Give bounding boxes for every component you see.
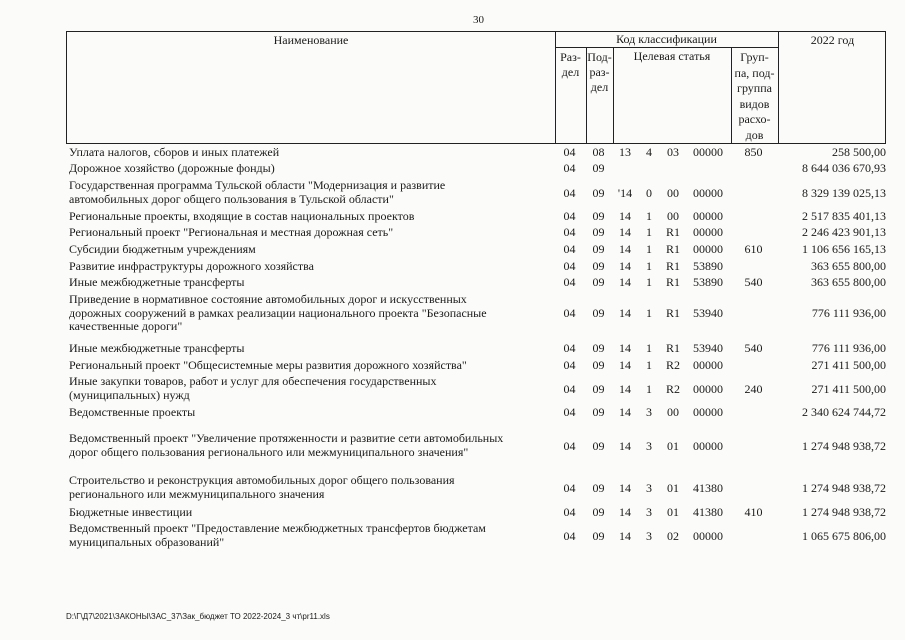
row-amount: 8 329 139 025,13: [802, 185, 886, 200]
row-code-pr: 09: [592, 405, 605, 419]
row-amount: 271 411 500,00: [811, 358, 886, 372]
row-code-pr: 09: [592, 505, 605, 519]
row-code-c: 03: [667, 145, 679, 159]
row-name: Иные межбюджетные трансферты: [69, 341, 245, 355]
row-code-rz: 04: [563, 225, 576, 239]
row-code-c: R1: [665, 306, 680, 321]
row-name: Иные межбюджетные трансферты: [69, 275, 245, 289]
row-name: Ведомственные проекты: [69, 405, 196, 419]
table-row: [66, 226, 886, 240]
row-code-pr: 09: [592, 306, 605, 321]
row-amount: 8 644 036 670,93: [802, 161, 886, 175]
row-code-d: 00000: [693, 225, 723, 239]
row-amount: 1 274 948 938,72: [802, 505, 886, 519]
row-code-rz: 04: [563, 505, 576, 519]
row-code-a: 14: [619, 209, 631, 223]
row-code-c: R1: [665, 242, 680, 256]
row-code-a: 14: [619, 259, 631, 273]
row-amount: 2 246 423 901,13: [802, 225, 886, 239]
table-row: [66, 474, 886, 501]
row-code-d: 41380: [693, 505, 723, 519]
row-code-rz: 04: [563, 528, 576, 543]
row-code-a: 14: [619, 405, 631, 419]
table-row: [66, 162, 886, 176]
table-row: [66, 260, 886, 274]
row-code-a: 14: [619, 480, 631, 495]
row-name: Ведомственный проект "Предоставление межбюджетных трансфертов бюджетам муниципальных образований": [69, 521, 486, 549]
row-code-c: R1: [665, 259, 680, 273]
row-amount: 776 111 936,00: [811, 306, 886, 321]
row-code-b: 0: [646, 185, 652, 200]
row-code-pr: 09: [592, 161, 605, 175]
row-code-rz: 04: [563, 242, 576, 256]
row-code-vr: 850: [744, 145, 763, 159]
row-code-d: 00000: [693, 242, 723, 256]
row-code-b: 3: [646, 528, 652, 543]
header-group: Груп- па, под- группа видов расхо- дов: [734, 50, 775, 142]
header-section: Раз- дел: [560, 50, 581, 79]
header-code-group: Код классификации: [616, 32, 717, 46]
row-name: Приведение в нормативное состояние автомобильных дорог и искусственных дорожных сооружений в рамках реализации национального проекта "Безопасные качественные дороги": [69, 292, 487, 333]
row-code-c: R2: [665, 381, 680, 396]
table-row: [66, 210, 886, 224]
header-name: Наименование: [273, 33, 349, 47]
row-code-pr: 08: [592, 145, 605, 159]
row-code-rz: 04: [563, 405, 576, 419]
row-code-d: 00000: [693, 145, 723, 159]
row-code-a: 14: [619, 358, 631, 372]
row-code-vr: 410: [744, 505, 763, 519]
row-code-pr: 09: [592, 185, 605, 200]
row-code-b: 1: [646, 306, 652, 321]
page-number: 30: [473, 14, 484, 26]
row-code-c: 02: [667, 528, 679, 543]
row-name: Строительство и реконструкция автомобильных дорог общего пользования регионального или межмуниципального значения: [69, 473, 455, 501]
row-code-a: 14: [619, 381, 631, 396]
row-code-rz: 04: [563, 161, 576, 175]
row-name: Субсидии бюджетным учреждениям: [69, 242, 256, 256]
row-code-pr: 09: [592, 480, 605, 495]
row-code-c: R1: [665, 341, 680, 355]
row-code-c: 01: [667, 438, 679, 453]
table-row: [66, 522, 886, 549]
row-name: Региональный проект "Региональная и местная дорожная сеть": [69, 225, 394, 239]
row-code-rz: 04: [563, 275, 576, 289]
row-code-vr: 610: [744, 242, 763, 256]
row-code-d: 00000: [693, 438, 723, 453]
row-code-a: 14: [619, 275, 631, 289]
row-code-d: 53940: [693, 341, 723, 355]
row-code-b: 1: [646, 242, 652, 256]
row-code-rz: 04: [563, 209, 576, 223]
row-code-rz: 04: [563, 381, 576, 396]
row-code-a: '14: [617, 185, 633, 200]
row-code-b: 1: [646, 275, 652, 289]
row-amount: 2 340 624 744,72: [802, 405, 886, 419]
row-code-c: 00: [667, 405, 679, 419]
table-row: [66, 243, 886, 257]
row-code-c: R1: [665, 275, 680, 289]
row-amount: 1 274 948 938,72: [802, 438, 886, 453]
row-code-rz: 04: [563, 358, 576, 372]
row-code-a: 14: [619, 242, 631, 256]
row-code-rz: 04: [563, 306, 576, 321]
row-code-pr: 09: [592, 275, 605, 289]
row-name: Развитие инфраструктуры дорожного хозяйства: [69, 259, 314, 273]
row-code-pr: 09: [592, 358, 605, 372]
row-code-b: 3: [646, 480, 652, 495]
row-code-b: 3: [646, 405, 652, 419]
row-code-pr: 09: [592, 381, 605, 396]
row-code-pr: 09: [592, 209, 605, 223]
row-code-vr: 540: [744, 341, 763, 355]
row-code-pr: 09: [592, 341, 605, 355]
table-row: [66, 276, 886, 290]
file-path: D:\Г\Д7\2021\ЗАКОНЫ\ЗАС_37\Зак_бюджет ТО 2022-2024_3 чт\pr11.xls: [66, 612, 330, 621]
row-name: Уплата налогов, сборов и иных платежей: [69, 145, 280, 159]
row-code-b: 1: [646, 209, 652, 223]
row-amount: 258 500,00: [832, 145, 886, 159]
row-code-c: 00: [667, 209, 679, 223]
row-name: Бюджетные инвестиции: [69, 505, 193, 519]
row-code-pr: 09: [592, 225, 605, 239]
row-code-b: 3: [646, 505, 652, 519]
row-code-c: 01: [667, 480, 679, 495]
row-code-rz: 04: [563, 185, 576, 200]
row-code-b: 4: [646, 145, 652, 159]
row-name: Региональный проект "Общесистемные меры развития дорожного хозяйства": [69, 358, 467, 372]
row-code-d: 53890: [693, 259, 723, 273]
row-code-d: 00000: [693, 405, 723, 419]
header-year: 2022 год: [810, 33, 855, 47]
row-code-d: 00000: [693, 528, 723, 543]
row-code-b: 3: [646, 438, 652, 453]
row-code-pr: 09: [592, 259, 605, 273]
row-code-b: 1: [646, 225, 652, 239]
row-code-a: 13: [619, 145, 631, 159]
row-amount: 2 517 835 401,13: [802, 209, 886, 223]
row-name: Ведомственный проект "Увеличение протяженности и развитие сети автомобильных дорог общего пользования регионального или межмуниципального значения": [69, 431, 504, 459]
row-code-a: 14: [619, 225, 631, 239]
row-code-b: 1: [646, 381, 652, 396]
row-code-vr: 240: [744, 381, 763, 396]
row-amount: 363 655 800,00: [811, 259, 886, 273]
row-code-d: 00000: [693, 185, 723, 200]
row-name: Региональные проекты, входящие в состав национальных проектов: [69, 209, 415, 223]
header-target: Целевая статья: [633, 49, 711, 63]
row-code-rz: 04: [563, 438, 576, 453]
row-code-c: R1: [665, 225, 680, 239]
row-code-pr: 09: [592, 528, 605, 543]
row-code-vr: 540: [744, 275, 763, 289]
row-code-pr: 09: [592, 242, 605, 256]
row-code-d: 00000: [693, 358, 723, 372]
row-code-d: 53940: [693, 306, 723, 321]
row-code-rz: 04: [563, 259, 576, 273]
row-amount: 271 411 500,00: [811, 381, 886, 396]
row-name: Дорожное хозяйство (дорожные фонды): [69, 161, 275, 175]
row-code-d: 00000: [693, 209, 723, 223]
row-amount: 363 655 800,00: [811, 275, 886, 289]
table-row: [66, 375, 886, 402]
row-code-a: 14: [619, 528, 631, 543]
row-code-c: 00: [667, 185, 679, 200]
row-amount: 776 111 936,00: [811, 341, 886, 355]
row-code-a: 14: [619, 438, 631, 453]
table-row: [66, 506, 886, 520]
row-code-d: 41380: [693, 480, 723, 495]
row-amount: 1 274 948 938,72: [802, 480, 886, 495]
table-header: [66, 31, 886, 144]
row-code-pr: 09: [592, 438, 605, 453]
row-amount: 1 065 675 806,00: [802, 528, 886, 543]
table-row: [66, 293, 886, 334]
row-code-rz: 04: [563, 145, 576, 159]
table-row: [66, 342, 886, 356]
row-amount: 1 106 656 165,13: [802, 242, 886, 256]
row-name: Государственная программа Тульской области "Модернизация и развитие автомобильных дорог общего пользования в Тульской области": [69, 178, 446, 206]
row-code-b: 1: [646, 341, 652, 355]
row-code-b: 1: [646, 358, 652, 372]
row-code-rz: 04: [563, 480, 576, 495]
table-row: [66, 432, 886, 459]
header-subsection: Под- раз- дел: [587, 50, 612, 94]
row-code-a: 14: [619, 505, 631, 519]
table-row: [66, 406, 886, 420]
row-code-a: 14: [619, 341, 631, 355]
table-row: [66, 179, 886, 206]
row-code-d: 00000: [693, 381, 723, 396]
row-code-a: 14: [619, 306, 631, 321]
table-row: [66, 146, 886, 160]
row-code-c: 01: [667, 505, 679, 519]
row-code-b: 1: [646, 259, 652, 273]
row-code-rz: 04: [563, 341, 576, 355]
table-row: [66, 359, 886, 373]
row-name: Иные закупки товаров, работ и услуг для обеспечения государственных (муниципальных) нужд: [69, 374, 437, 402]
row-code-d: 53890: [693, 275, 723, 289]
row-code-c: R2: [665, 358, 680, 372]
